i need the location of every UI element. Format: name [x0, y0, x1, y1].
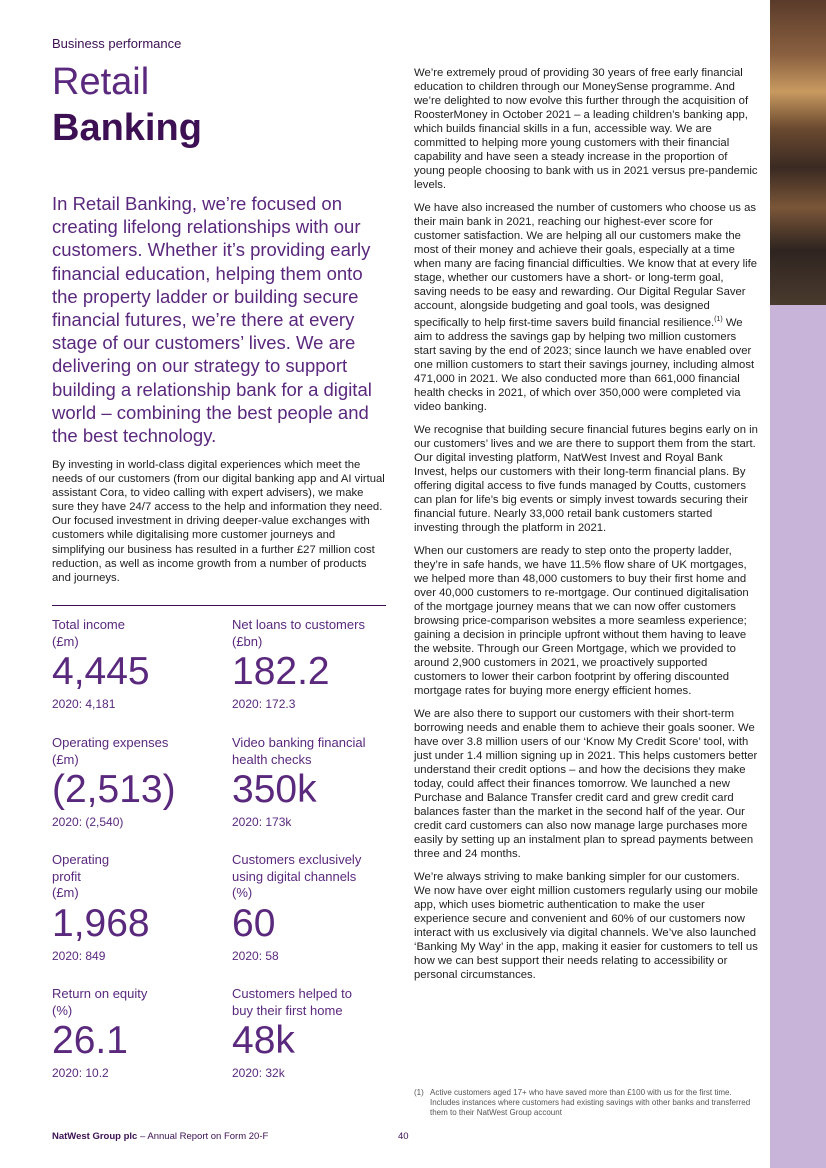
paragraph-financial-education: We’re extremely proud of providing 30 years of free early financial education to children through our MoneySense programme. And we’re delighted to now evolve this further through the acquisition of RoosterMoney in October 2021 – a leading children’s banking app, which builds financial skills in a fun, accessible way. We are committed to helping more young customers with their financial capability and have seen a steady increase in the proportion of young people choosing to bank with us in 2021 versus pre-pandemic levels.: [414, 67, 758, 192]
kpi-prior: 2020: 849: [52, 948, 106, 963]
page-number: 40: [398, 1131, 409, 1142]
kpi-label: Customers exclusively using digital channels (%): [232, 852, 362, 900]
intro-paragraph: In Retail Banking, we’re focused on creating lifelong relationships with our customers. Whether it’s providing early financial education, helping them onto the property ladder or building secure financial futures, we’re there at every stage of our customers’ lives. We are delivering on our strategy to support building a relationship bank for a digital world – combining the best people and the best technology.: [52, 193, 372, 447]
kpi-value: 182.2: [232, 650, 330, 693]
kpi-total-income: [52, 617, 212, 712]
kpi-value: 1,968: [52, 901, 150, 945]
paragraph-mortgages: When our customers are ready to step onto the property ladder, they’re in safe hands, we have 11.5% flow share of UK mortgages, we helped more than 48,000 customers to buy their first home and over 40,000 customers to re-mortgage. Our continued digitalisation of the mortgage journey means that we can now offer customers browsing price-comparison websites a more seamless experience; gaining a decision in principle upfront without them having to leave the website. Through our Green Mortgage, which we provided to around 2,900 customers in 2021, we proactively supported customers to lower their carbon footprint by offering discounted mortgage rates for buying more energy efficient homes.: [414, 544, 749, 698]
page-title-line2: Banking: [52, 107, 202, 149]
kpi-label: Operating expenses (£m): [52, 735, 169, 767]
right-column: [414, 66, 758, 991]
kpi-value: 48k: [232, 1019, 295, 1062]
footnote-ref: (1): [714, 316, 723, 324]
paragraph-investing: We recognise that building secure financial futures begins early on in our customers’ lives and we are there to support them from the start. Our digital investing platform, NatWest Invest and Royal Bank Invest, helps our customers with their long-term financial plans. By offering digital access to five funds managed by Coutts, customers can plan for life’s big events or simply invest towards securing their financial future. Nearly 33,000 retail bank customers started investing through the platform in 2021.: [414, 423, 758, 535]
kpi-digital-customers: [232, 852, 392, 964]
paragraph-digital: We’re always striving to make banking simpler for our customers. We now have over eight million customers regularly using our mobile app, which uses biometric authentication to make the user experience secure and convenient and 60% of our customers now interact with us exclusively via digital channels. We’ve also launched ‘Banking My Way’ in the app, making it easier for customers to tell us how we can best support their needs relating to accessibility or personal circumstances.: [414, 870, 758, 982]
divider: [52, 605, 386, 606]
kpi-prior: 2020: 32k: [232, 1066, 285, 1080]
kpi-prior: 2020: 58: [232, 948, 279, 963]
kpi-prior: 2020: 172.3: [232, 697, 296, 711]
kpi-label: Return on equity (%): [52, 986, 148, 1018]
kpi-value: 60: [232, 901, 276, 945]
kpi-value: (2,513): [52, 768, 176, 811]
kpi-return-on-equity: [52, 986, 212, 1081]
kpi-prior: 2020: 4,181: [52, 697, 116, 711]
kpi-prior: 2020: 10.2: [52, 1066, 109, 1080]
body-left-paragraph: By investing in world-class digital experiences which meet the needs of our customers (from our digital banking app and AI virtual assistant Cora, to video calling with expert advisers), we make sure they have 24/7 access to the help and information they need. Our focused investment in driving deeper-value exchanges with customers while digitalising more customer journeys and simplifying our business has resulted in a further £27 million cost reduction, as well as income growth from a number of products and journeys.: [52, 459, 385, 584]
section-label: Business performance: [52, 36, 182, 51]
kpi-net-loans: [232, 617, 392, 712]
page-title-line1: Retail: [52, 61, 150, 103]
footnote-text: Active customers aged 17+ who have saved more than £100 with us for the first time. Includes instances where customers had existing savings with other banks and transferred them to their NatWest Group account: [430, 1088, 751, 1117]
header-photo: [770, 0, 826, 305]
kpi-video-banking: [232, 735, 392, 830]
kpi-prior: 2020: 173k: [232, 815, 292, 829]
side-accent-bar: [770, 305, 826, 1168]
kpi-value: 4,445: [52, 650, 150, 693]
kpi-value: 350k: [232, 768, 317, 811]
kpi-prior: 2020: (2,540): [52, 815, 124, 829]
footer-brand: NatWest Group plc: [52, 1131, 138, 1142]
kpi-operating-expenses: [52, 735, 212, 830]
kpi-label: Net loans to customers (£bn): [232, 617, 365, 649]
footer-title: [52, 1131, 268, 1142]
kpi-label: Customers helped to buy their first home: [232, 986, 352, 1018]
paragraph-savings: We have also increased the number of customers who choose us as their main bank in 2021, reaching our highest-ever score for customer satisfaction. We are helping all our customers make the most of their money and achieve their goals, especially at a time when many are facing financial difficulties. We know that at every life stage, whether our customers have a short- or long-term goal, saving needs to be easy and rewarding. Our Digital Regular Saver account, alongside budgeting and goal tools, was designed specifically to help first-time savers build financial resilience.$^{(1)}$ We aim to address the savings gap by helping two million customers start saving by the end of 2023; since launch we have enabled over one million customers to start their savings journey, including almost 471,000 in 2021. We also conducted more than 661,000 financial health checks in 2021, of which over 350,000 were completed via video banking.: [414, 201, 758, 414]
kpi-first-home: [232, 986, 392, 1081]
paragraph-borrowing: We are also there to support our customers with their short-term borrowing needs and enable them to achieve their goals sooner. We have over 3.8 million users of our ‘Know My Credit Score’ tool, with just under 1.4 million signing up in 2021. This helps customers better understand their credit options – and how the decisions they make today, could affect their finances tomorrow. We launched a new Purchase and Balance Transfer credit card and grew credit card balances faster than the market in the second half of the year. Our credit card customers can also now manage large purchases more easily by setting up an instalment plan to spread payments between three and 24 months.: [414, 707, 758, 861]
kpi-label: Video banking financial health checks: [232, 735, 366, 767]
kpi-operating-profit: [52, 852, 212, 964]
kpi-label: Total income (£m): [52, 617, 125, 649]
footnote-number: (1): [414, 1088, 424, 1097]
footnote: [414, 1088, 754, 1118]
kpi-label: Operating profit (£m): [52, 852, 110, 900]
footer-doc: – Annual Report on Form 20-F: [137, 1131, 269, 1142]
kpi-value: 26.1: [52, 1019, 128, 1062]
